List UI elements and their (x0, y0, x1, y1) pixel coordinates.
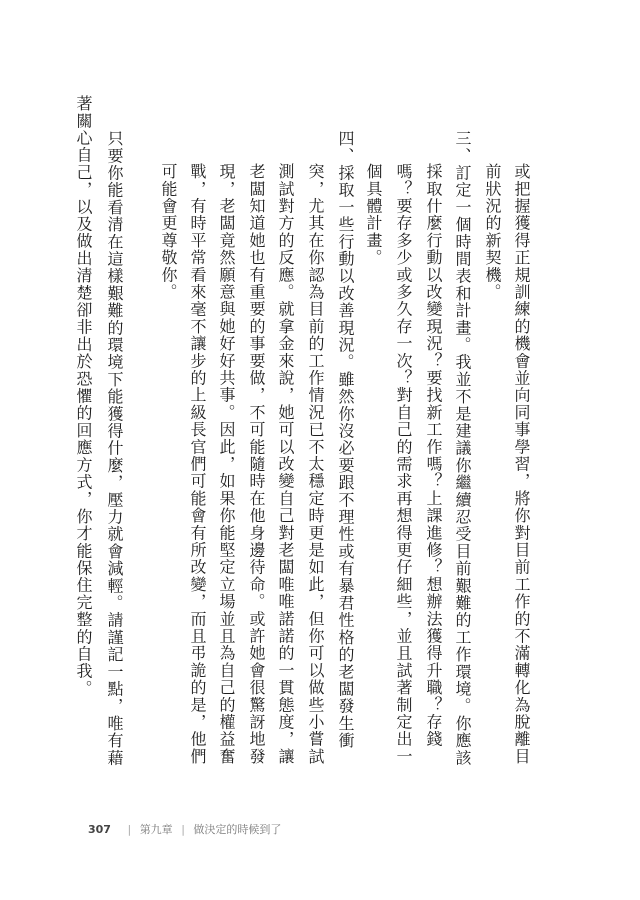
text-column: 著關心自己，以及做出清楚卻非出於恐懼的回應方式，你才能保住完整的自我。 (74, 95, 93, 697)
page-number: 307 (88, 823, 111, 836)
text-column: 戰，有時平常看來毫不讓步的上級長官們可能會有所改變，而且弔詭的是，他們 (188, 163, 207, 765)
running-footer (88, 821, 281, 837)
text-column: 可能會更尊敬你。 (159, 163, 178, 301)
text-column: 三、訂定一個時間表和計畫。我並不是建議你繼續忍受目前艱難的工作環境。你應該 (453, 130, 472, 767)
text-column: 或把握獲得正規訓練的機會並向同事學習，將你對目前工作的不滿轉化為脫離目 (512, 163, 531, 765)
text-column: 四、採取一些行動以改善現況。雖然你沒必要跟不理性或有暴君性格的老闆發生衝 (336, 130, 355, 750)
text-column: 只要你能看清在這樣艱難的環境下能獲得什麼，壓力就會減輕。請謹記一點，唯有藉 (105, 130, 124, 767)
text-column: 現，老闆竟然願意與她好好共事。因此，如果你能堅定立場並且為自己的權益奮 (217, 163, 236, 765)
text-column: 採取什麼行動以改變現況？要找新工作嗎？上課進修？想辦法獲得升職？存錢 (424, 163, 443, 748)
text-column: 突，尤其在你認為目前的工作情況已不太穩定時更是如此，但你可以做些小嘗試 (306, 163, 325, 765)
text-column: 前狀況的新契機。 (483, 163, 502, 301)
text-column: 個具體計畫。 (364, 163, 383, 267)
text-column: 測試對方的反應。就拿金來說，她可以改變自己對老闆唯唯諾諾的一貫態度，讓 (276, 163, 295, 765)
chapter-title: 做決定的時候到了 (193, 823, 282, 836)
text-column: 老闆知道她也有重要的事要做，不可能隨時在他身邊待命。或許她會很驚訝地發 (247, 163, 266, 765)
separator: | (127, 823, 132, 836)
separator: | (181, 823, 185, 836)
text-column: 嗎？要存多少或多久存一次？對自己的需求再想得更仔細些，並且試著制定出一 (394, 163, 413, 765)
chapter-label: 第九章 (139, 823, 173, 836)
